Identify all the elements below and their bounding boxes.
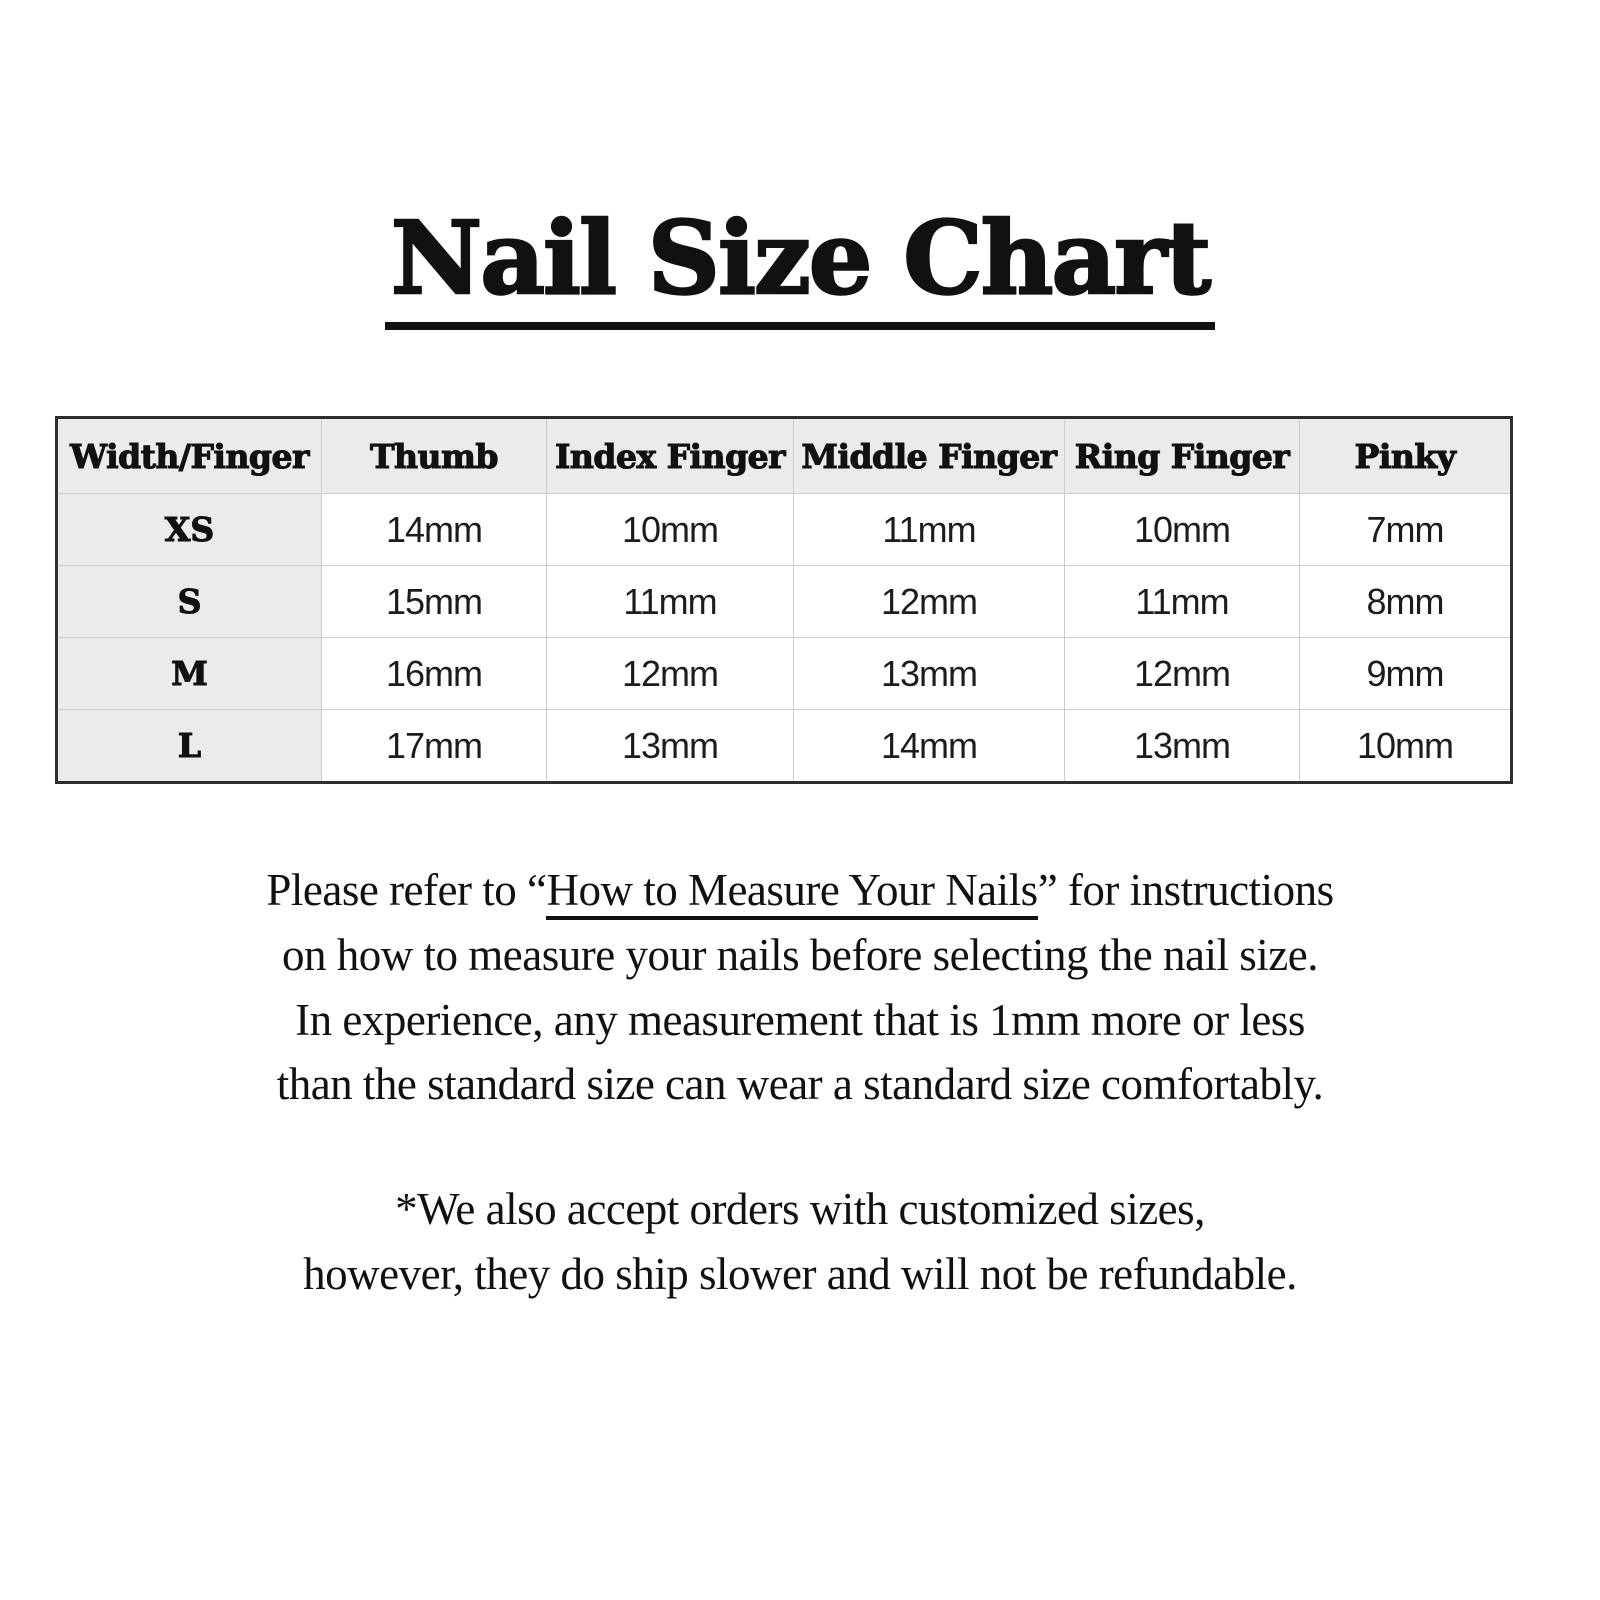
size-cell: 12mm (794, 566, 1065, 638)
size-cell: 10mm (1300, 710, 1512, 783)
row-label-s: S (57, 566, 322, 638)
size-cell: 7mm (1300, 494, 1512, 566)
table-header-row (57, 418, 1512, 494)
row-label-xs: XS (57, 494, 322, 566)
note-line: than the standard size can wear a standard size comfortably. (276, 1059, 1324, 1110)
row-label-l: L (57, 710, 322, 783)
header-index-finger: Index Finger (547, 418, 794, 494)
size-cell: 13mm (547, 710, 794, 783)
size-cell: 13mm (1065, 710, 1300, 783)
table-row-m (57, 638, 1512, 710)
row-label-m: M (57, 638, 322, 710)
table-row-l (57, 710, 1512, 783)
note-text: Please refer to “ (266, 865, 547, 915)
table-row-xs (57, 494, 1512, 566)
nail-size-table (55, 416, 1513, 784)
note-line (0, 858, 1600, 923)
size-cell: 16mm (322, 638, 547, 710)
header-pinky: Pinky (1300, 418, 1512, 494)
size-cell: 11mm (547, 566, 794, 638)
header-ring-finger: Ring Finger (1065, 418, 1300, 494)
page-title: Nail Size Chart (385, 208, 1215, 330)
size-cell: 14mm (322, 494, 547, 566)
header-middle-finger: Middle Finger (794, 418, 1065, 494)
header-thumb: Thumb (322, 418, 547, 494)
note-text: ” for instructions (1037, 865, 1334, 915)
size-cell: 8mm (1300, 566, 1512, 638)
size-cell: 14mm (794, 710, 1065, 783)
size-cell: 13mm (794, 638, 1065, 710)
note-line: In experience, any measurement that is 1mm more or less (295, 994, 1305, 1045)
title-section (0, 0, 1600, 330)
how-to-measure-link[interactable]: How to Measure Your Nails (546, 866, 1037, 920)
size-cell: 9mm (1300, 638, 1512, 710)
note-line: *We also accept orders with customized sizes, (395, 1184, 1205, 1235)
size-cell: 10mm (547, 494, 794, 566)
table-row-s (57, 566, 1512, 638)
size-cell: 11mm (794, 494, 1065, 566)
note-line: on how to measure your nails before selecting the nail size. (282, 929, 1318, 980)
header-width-finger: Width/Finger (57, 418, 322, 494)
size-cell: 10mm (1065, 494, 1300, 566)
size-cell: 15mm (322, 566, 547, 638)
note-line: however, they do ship slower and will not be refundable. (303, 1248, 1297, 1299)
size-cell: 17mm (322, 710, 547, 783)
size-cell: 12mm (547, 638, 794, 710)
size-cell: 12mm (1065, 638, 1300, 710)
measurement-note (0, 858, 1600, 1117)
size-cell: 11mm (1065, 566, 1300, 638)
custom-sizes-note (0, 1177, 1600, 1307)
